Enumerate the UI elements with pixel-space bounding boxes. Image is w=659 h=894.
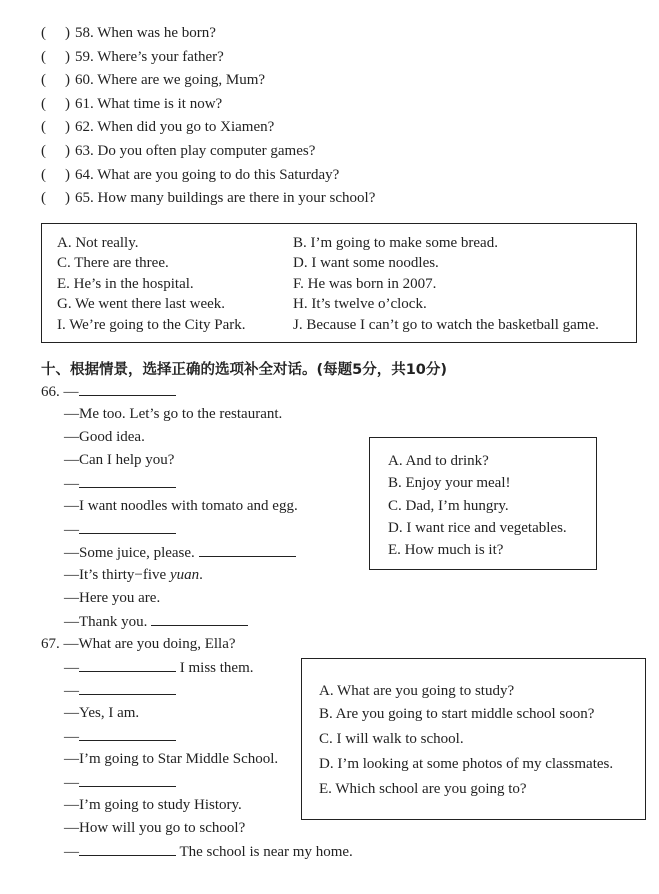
dialog-line: —Here you are.	[64, 590, 161, 606]
option-j: J. Because I can’t go to watch the basketball game.	[293, 317, 599, 333]
option-b: B. I’m going to make some bread.	[293, 235, 498, 251]
dialog-line-blank	[64, 841, 353, 862]
answer-blank[interactable]	[79, 657, 176, 672]
yuan-word: yuan	[169, 567, 200, 583]
dialog-line-blank	[64, 473, 176, 494]
option-b: B. Enjoy your meal!	[388, 475, 511, 491]
dialog-line: —How will you go to school?	[64, 820, 246, 836]
dialog-line: —I want noodles with tomato and egg.	[64, 498, 298, 514]
answer-blank[interactable]	[79, 726, 176, 741]
option-d: D. I’m looking at some photos of my classmates.	[319, 756, 614, 772]
question-text: 58. When was he born?	[75, 25, 216, 41]
answer-paren-close: )	[65, 143, 70, 159]
answer-paren-close: )	[65, 167, 70, 183]
dash: —	[64, 729, 79, 745]
dialog-line: —I’m going to Star Middle School.	[64, 751, 279, 767]
answer-paren-open: (	[41, 119, 46, 135]
question-text: 62. When did you go to Xiamen?	[75, 119, 275, 135]
dialog-line: —Me too. Let’s go to the restaurant.	[64, 406, 283, 422]
answer-paren-open: (	[41, 190, 46, 206]
dialog-line-blank	[64, 726, 176, 747]
option-e: E. How much is it?	[388, 542, 504, 558]
option-a: A. Not really.	[57, 235, 139, 251]
option-d: D. I want some noodles.	[293, 255, 439, 271]
answer-paren-close: )	[65, 96, 70, 112]
question-text: 63. Do you often play computer games?	[75, 143, 316, 159]
dash: —	[64, 660, 79, 676]
dialog-line-blank	[64, 611, 248, 632]
option-e: E. He’s in the hospital.	[57, 276, 194, 292]
answer-blank[interactable]	[79, 772, 176, 787]
answer-blank[interactable]	[79, 381, 176, 396]
dialog-text: I miss them.	[176, 660, 254, 676]
option-a: A. What are you going to study?	[319, 683, 515, 699]
dialog-line: —Good idea.	[64, 429, 145, 445]
option-f: F. He was born in 2007.	[293, 276, 437, 292]
dialog-67-options-box	[301, 658, 646, 820]
option-b: B. Are you going to start middle school soon?	[319, 706, 595, 722]
dialog-67-first-line: 67. —What are you doing, Ella?	[41, 636, 236, 652]
answer-paren-open: (	[41, 96, 46, 112]
dash: —	[64, 476, 79, 492]
dialog-66-options-box	[369, 437, 597, 570]
dialog-text: The school is near my home.	[176, 844, 353, 860]
answer-paren-open: (	[41, 25, 46, 41]
answer-blank[interactable]	[79, 680, 176, 695]
option-e: E. Which school are you going to?	[319, 781, 527, 797]
answer-blank[interactable]	[79, 519, 176, 534]
answer-paren-open: (	[41, 49, 46, 65]
dash: —	[64, 522, 79, 538]
answer-paren-close: )	[65, 25, 70, 41]
answer-paren-open: (	[41, 72, 46, 88]
option-c: C. Dad, I’m hungry.	[388, 498, 509, 514]
question-text: 61. What time is it now?	[75, 96, 223, 112]
section-heading: 十、根据情景，选择正确的选项补全对话。(每题5分，共10分)	[41, 362, 448, 378]
option-h: H. It’s twelve o’clock.	[293, 296, 427, 312]
dialog-line-blank	[64, 519, 176, 540]
option-d: D. I want rice and vegetables.	[388, 520, 567, 536]
answer-paren-close: )	[65, 72, 70, 88]
option-i: I. We’re going to the City Park.	[57, 317, 246, 333]
dash: —	[64, 683, 79, 699]
answer-paren-close: )	[65, 119, 70, 135]
answer-blank[interactable]	[199, 542, 296, 557]
dialog-66-prefix: 66. —	[41, 384, 79, 400]
option-c: C. There are three.	[57, 255, 169, 271]
option-g: G. We went there last week.	[57, 296, 226, 312]
answer-paren-close: )	[65, 190, 70, 206]
dialog-line-blank	[64, 680, 176, 701]
question-text: 59. Where’s your father?	[75, 49, 224, 65]
question-text: 60. Where are we going, Mum?	[75, 72, 266, 88]
dash: —	[64, 844, 79, 860]
matching-options-box	[41, 223, 637, 343]
option-c: C. I will walk to school.	[319, 731, 464, 747]
answer-blank[interactable]	[151, 611, 248, 626]
dialog-line-blank	[64, 772, 176, 793]
dialog-text: —It’s thirty−five	[64, 567, 170, 583]
option-a: A. And to drink?	[388, 453, 489, 469]
dialog-line-blank	[64, 542, 296, 563]
answer-paren-close: )	[65, 49, 70, 65]
answer-blank[interactable]	[79, 473, 176, 488]
answer-paren-open: (	[41, 143, 46, 159]
dialog-text: —Thank you.	[64, 614, 148, 630]
dialog-line: —I’m going to study History.	[64, 797, 242, 813]
period: .	[199, 567, 203, 583]
answer-paren-open: (	[41, 167, 46, 183]
dialog-line: —Can I help you?	[64, 452, 175, 468]
dialog-line-blank	[64, 657, 254, 678]
dialog-line	[64, 565, 203, 585]
question-text: 65. How many buildings are there in your school?	[75, 190, 376, 206]
dialog-line: —Yes, I am.	[64, 705, 140, 721]
dialog-text: —Some juice, please.	[64, 545, 195, 561]
question-text: 64. What are you going to do this Saturday?	[75, 167, 340, 183]
dash: —	[64, 775, 79, 791]
dialog-66-number	[41, 381, 176, 402]
answer-blank[interactable]	[79, 841, 176, 856]
